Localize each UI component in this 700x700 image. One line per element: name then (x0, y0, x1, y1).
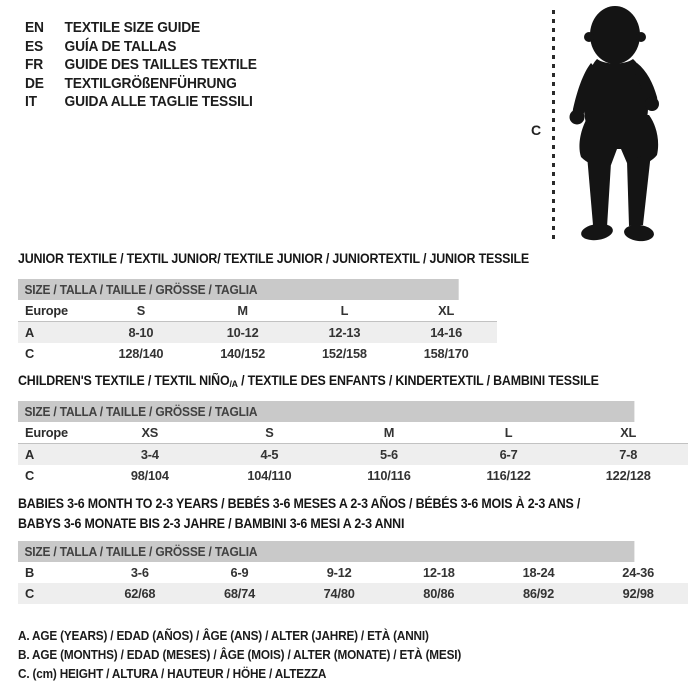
height-measure-label-c: C (531, 122, 542, 138)
language-code: IT (25, 93, 37, 111)
value-cell: 128/140 (118, 346, 164, 361)
value-cell: 80/86 (423, 586, 455, 601)
value-cell: 24-36 (622, 565, 655, 580)
row-label: Europe (25, 425, 68, 440)
value-cell: 8-10 (128, 325, 154, 340)
language-title: TEXTILE SIZE GUIDE (64, 19, 201, 36)
value-cell: 74/80 (323, 586, 355, 601)
value-cell: 7-8 (619, 447, 638, 462)
language-title-list (25, 19, 257, 112)
size-cell: M (237, 303, 248, 318)
children-size-table (18, 401, 688, 486)
language-row-it (25, 93, 257, 112)
value-cell: 158/170 (423, 346, 469, 361)
junior-size-table (18, 279, 497, 364)
language-row-de (25, 75, 257, 94)
value-cell: 110/116 (367, 468, 411, 483)
size-header-row: SIZE / TALLA / TAILLE / GRÖSSE / TAGLIA (18, 279, 459, 300)
size-cell: L (504, 425, 513, 440)
table-row-age (18, 322, 497, 343)
language-row-es (25, 38, 257, 57)
babies-table-title-line1: BABIES 3-6 MONTH TO 2-3 YEARS / BEBÉS 3-6 MESES A 2-3 AÑOS / BÉBÉS 3-6 MOIS À 2-3 ANS / (18, 496, 581, 511)
value-cell: 6-7 (499, 447, 518, 462)
row-label: C (25, 468, 35, 483)
row-label: A (25, 447, 35, 462)
title-part: / TEXTILE DES ENFANTS / KINDERTEXTIL / BAMBINI TESSILE (237, 373, 599, 388)
table-row-europe (18, 422, 688, 444)
table-row-months (18, 562, 688, 583)
language-title: GUÍA DE TALLAS (64, 37, 177, 55)
size-header-row: SIZE / TALLA / TAILLE / GRÖSSE / TAGLIA (18, 401, 634, 422)
value-cell: 122/128 (605, 468, 651, 483)
value-cell: 98/104 (130, 468, 169, 483)
value-cell: 9-12 (326, 565, 352, 580)
language-row-en (25, 19, 257, 38)
value-cell: 18-24 (522, 565, 555, 580)
language-code: EN (25, 19, 44, 36)
value-cell: 140/152 (220, 346, 266, 361)
height-measure-dotted-line (552, 10, 555, 242)
children-table-title (18, 373, 599, 390)
table-row-age (18, 444, 688, 465)
table-row-europe (18, 300, 497, 322)
value-cell: 3-6 (130, 565, 149, 580)
row-label: C (25, 586, 35, 601)
value-cell: 12-18 (422, 565, 455, 580)
size-header-row: SIZE / TALLA / TAILLE / GRÖSSE / TAGLIA (18, 541, 634, 562)
row-label: C (25, 346, 35, 361)
table-row-height (18, 465, 688, 486)
title-subscript: /A (229, 379, 238, 390)
value-cell: 10-12 (226, 325, 259, 340)
value-cell: 14-16 (430, 325, 462, 340)
row-label: Europe (25, 303, 68, 318)
size-cell: S (265, 425, 274, 440)
size-cell: M (383, 425, 395, 440)
size-cell: XL (438, 303, 455, 318)
row-label: A (25, 325, 35, 340)
value-cell: 92/98 (622, 586, 654, 601)
value-cell: 62/68 (124, 586, 156, 601)
value-cell: 86/92 (522, 586, 554, 601)
footnote-a: A. AGE (YEARS) / EDAD (AÑOS) / ÂGE (ANS) / ALTER (JAHRE) / ETÀ (ANNI) (18, 628, 429, 643)
value-cell: 152/158 (321, 346, 367, 361)
title-part: CHILDREN'S TEXTILE / TEXTIL NIÑO (18, 373, 230, 388)
babies-size-table (18, 541, 688, 604)
language-title: GUIDE DES TAILLES TEXTILE (64, 56, 257, 74)
table-row-height (18, 583, 688, 604)
footnote-c: C. (cm) HEIGHT / ALTURA / HAUTEUR / HÖHE / ALTEZZA (18, 665, 327, 681)
babies-table-title-line2: BABYS 3-6 MONATE BIS 2-3 JAHRE / BAMBINI 3-6 MESI A 2-3 ANNI (18, 516, 405, 531)
value-cell: 5-6 (380, 447, 398, 462)
value-cell: 12-13 (328, 325, 361, 340)
value-cell: 3-4 (140, 447, 159, 462)
language-code: ES (25, 37, 44, 55)
language-code: DE (25, 74, 44, 92)
junior-table-title: JUNIOR TEXTILE / TEXTIL JUNIOR/ TEXTILE JUNIOR / JUNIORTEXTIL / JUNIOR TESSILE (18, 251, 530, 266)
row-label: B (25, 565, 35, 580)
footnote-b: B. AGE (MONTHS) / EDAD (MESES) / ÂGE (MOIS) / ALTER (MONATE) / ETÀ (MESI) (18, 646, 462, 662)
language-code: FR (25, 56, 44, 74)
value-cell: 104/110 (247, 468, 292, 483)
size-cell: XL (620, 425, 637, 440)
value-cell: 4-5 (260, 447, 279, 462)
size-cell: XS (141, 425, 159, 440)
toddler-silhouette-icon (562, 5, 674, 245)
language-title: TEXTILGRÖßENFÜHRUNG (64, 74, 237, 92)
size-cell: L (340, 303, 349, 318)
value-cell: 6-9 (230, 565, 249, 580)
footnote-legend (18, 627, 461, 683)
table-row-height (18, 343, 497, 364)
size-cell: S (136, 303, 146, 318)
language-row-fr (25, 56, 257, 75)
value-cell: 116/122 (486, 468, 531, 483)
value-cell: 68/74 (223, 586, 255, 601)
language-title: GUIDA ALLE TAGLIE TESSILI (64, 93, 253, 111)
